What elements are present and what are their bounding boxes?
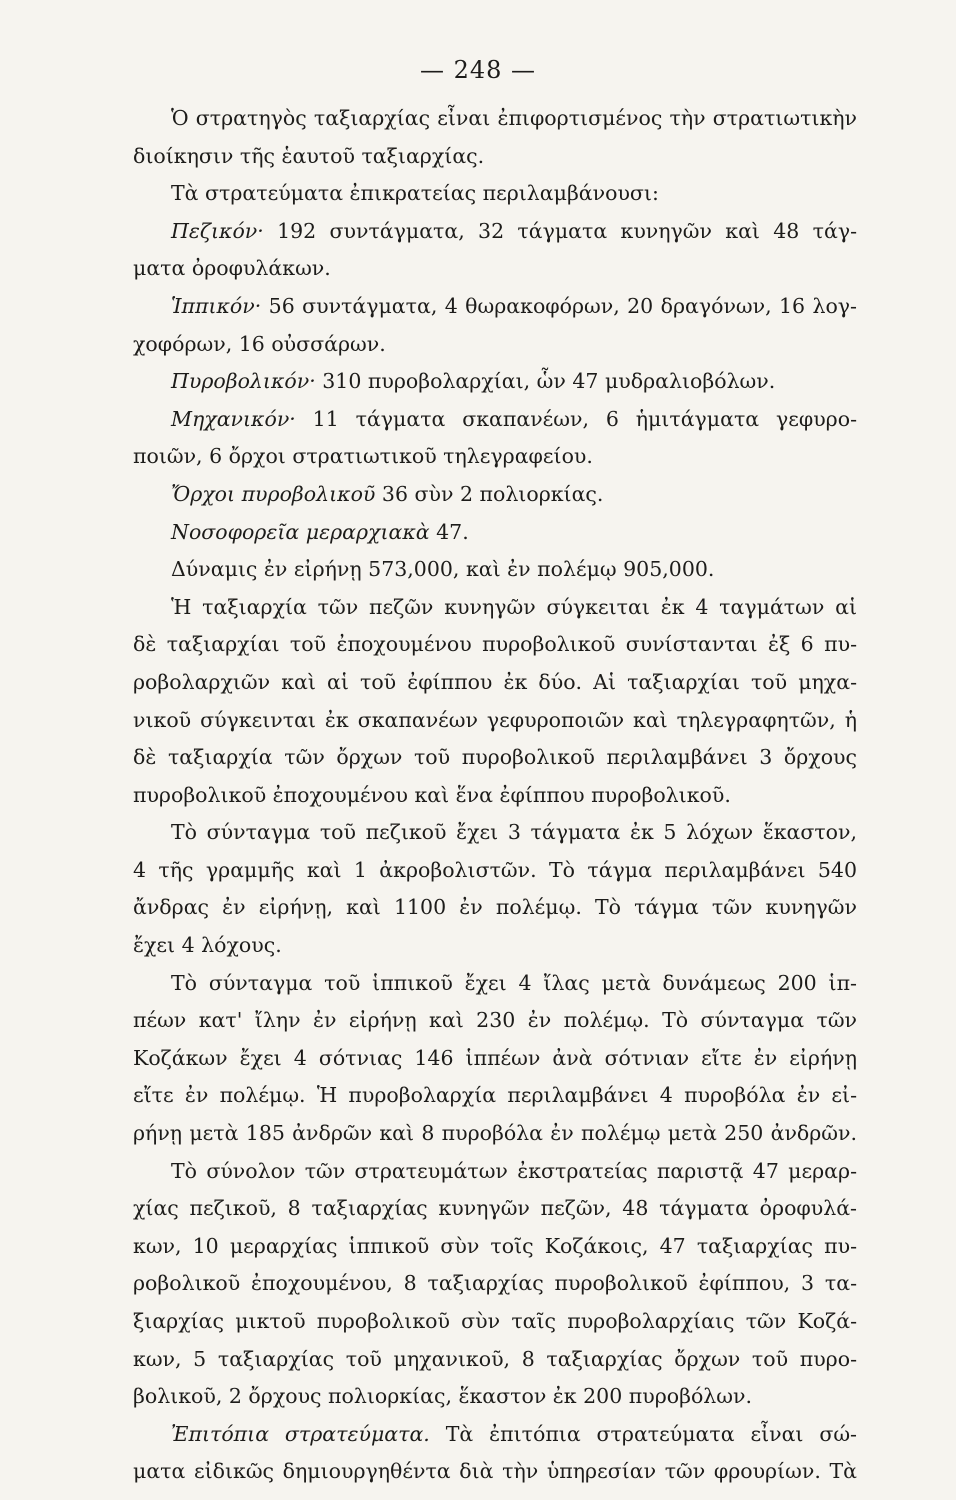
text-line: Τὸ σύνολον τῶν στρατευμάτων ἐκστρατείας παριστᾷ 47 μεραρ- (171, 1158, 857, 1183)
text-line: εἴτε ἐν πολέμῳ. Ἡ πυροβολαρχία περιλαμβάνει 4 πυροβόλα ἐν εἰ- (133, 1083, 857, 1108)
line-label: Ὄρχοι πυροβολικοῦ (171, 481, 376, 506)
text-line (133, 363, 857, 401)
text-line: Κοζάκων ἔχει 4 σότνιας 146 ἱππέων ἀνὰ σότνιαν εἴτε ἐν εἰρήνῃ (133, 1045, 857, 1070)
line-text: 36 σὺν 2 πολιορκίας. (375, 481, 604, 506)
text-line (133, 213, 857, 251)
text-line: 4 τῆς γραμμῆς καὶ 1 ἀκροβολιστῶν. Τὸ τάγμα περιλαμβάνει 540 (133, 857, 857, 882)
text-line: ρήνῃ μετὰ 185 ἀνδρῶν καὶ 8 πυροβόλα ἐν πολέμῳ μετὰ 250 ἀνδρῶν. (133, 1121, 857, 1146)
text-line: δὲ ταξιαρχίαι τοῦ ἐποχουμένου πυροβολικοῦ συνίστανται ἐξ 6 πυ- (133, 632, 857, 657)
text-line: κων, 10 μεραρχίας ἱππικοῦ σὺν τοῖς Κοζάκοις, 47 ταξιαρχίας πυ- (133, 1233, 857, 1258)
text-line: χοφόρων, 16 οὐσσάρων. (133, 331, 386, 356)
text-line: χίας πεζικοῦ, 8 ταξιαρχίας κυνηγῶν πεζῶν, 48 τάγματα ὀροφυλά- (133, 1196, 857, 1221)
text-line: ἄνδρας ἐν εἰρήνῃ, καὶ 1100 ἐν πολέμῳ. Τὸ τάγμα τῶν κυνηγῶν (133, 895, 857, 920)
line-text: 56 συντάγματα, 4 θωρακοφόρων, 20 δραγόνων, 16 λογ- (261, 293, 857, 318)
line-label: Ἐπιτόπια στρατεύματα. (171, 1421, 430, 1446)
text-line: ροβολαρχιῶν καὶ αἱ τοῦ ἐφίππου ἐκ δύο. Αἱ ταξιαρχίαι τοῦ μηχα- (133, 669, 857, 694)
line-label: Νοσοφορεῖα μεραρχιακὰ (171, 519, 430, 544)
text-line (133, 514, 857, 552)
text-line: ποιῶν, 6 ὄρχοι στρατιωτικοῦ τηλεγραφείου. (133, 444, 593, 469)
body-text (133, 100, 857, 1491)
page-number: — 248 — (419, 56, 537, 84)
text-line: Δύναμις ἐν εἰρήνῃ 573,000, καὶ ἐν πολέμῳ 905,000. (171, 557, 715, 582)
line-text: 11 τάγματα σκαπανέων, 6 ἡμιτάγματα γεφυρο- (295, 406, 857, 431)
line-text: 192 συντάγματα, 32 τάγματα κυνηγῶν καὶ 48 τάγ- (263, 218, 857, 243)
text-line: διοίκησιν τῆς ἑαυτοῦ ταξιαρχίας. (133, 143, 485, 168)
text-line (133, 401, 857, 439)
line-label: Πυροβολικόν· (171, 369, 316, 394)
line-text: Τὰ ἐπιτόπια στρατεύματα εἶναι σώ- (429, 1421, 857, 1446)
line-text: 47. (429, 519, 469, 544)
text-line: ροβολικοῦ ἐποχουμένου, 8 ταξιαρχίας πυροβολικοῦ ἐφίππου, 3 τα- (133, 1271, 857, 1296)
line-label: Ἱππικόν· (171, 293, 262, 318)
text-line (133, 1416, 857, 1454)
text-line: ματα εἰδικῶς δημιουργηθέντα διὰ τὴν ὑπηρεσίαν τῶν φρουρίων. Τὰ (133, 1459, 857, 1484)
text-line: Ἡ ταξιαρχία τῶν πεζῶν κυνηγῶν σύγκειται ἐκ 4 ταγμάτων αἱ (171, 594, 857, 619)
text-line (133, 476, 857, 514)
text-line: βολικοῦ, 2 ὄρχους πολιορκίας, ἕκαστον ἐκ 200 πυροβόλων. (133, 1384, 752, 1409)
text-line: δὲ ταξιαρχία τῶν ὄρχων τοῦ πυροβολικοῦ περιλαμβάνει 3 ὄρχους (133, 745, 857, 770)
text-line: Τὸ σύνταγμα τοῦ ἱππικοῦ ἔχει 4 ἴλας μετὰ δυνάμεως 200 ἱπ- (171, 970, 857, 995)
text-line: πέων κατ' ἴλην ἐν εἰρήνῃ καὶ 230 ἐν πολέμῳ. Τὸ σύνταγμα τῶν (133, 1008, 857, 1033)
text-line: Ὁ στρατηγὸς ταξιαρχίας εἶναι ἐπιφορτισμένος τὴν στρατιωτικὴν (171, 106, 857, 130)
line-text: 310 πυροβολαρχίαι, ὧν 47 μυδραλιοβόλων. (315, 369, 776, 394)
text-line: πυροβολικοῦ ἐποχουμένου καὶ ἕνα ἐφίππου πυροβολικοῦ. (133, 782, 731, 807)
text-line: Τὰ στρατεύματα ἐπικρατείας περιλαμβάνουσι: (171, 181, 659, 206)
text-line: ματα ὀροφυλάκων. (133, 256, 331, 281)
text-line: ξιαρχίας μικτοῦ πυροβολικοῦ σὺν ταῖς πυροβολαρχίαις τῶν Κοζά- (133, 1309, 857, 1333)
text-line: Τὸ σύνταγμα τοῦ πεζικοῦ ἔχει 3 τάγματα ἐκ 5 λόχων ἕκαστον, (171, 820, 857, 845)
text-line: νικοῦ σύγκεινται ἐκ σκαπανέων γεφυροποιῶν καὶ τηλεγραφητῶν, ἡ (133, 707, 857, 732)
text-line: ἔχει 4 λόχους. (133, 933, 282, 958)
text-line (133, 288, 857, 326)
line-label: Μηχανικόν· (171, 406, 296, 431)
line-label: Πεζικόν· (171, 218, 264, 243)
text-line: κων, 5 ταξιαρχίας τοῦ μηχανικοῦ, 8 ταξιαρχίας ὄρχων τοῦ πυρο- (133, 1346, 857, 1371)
